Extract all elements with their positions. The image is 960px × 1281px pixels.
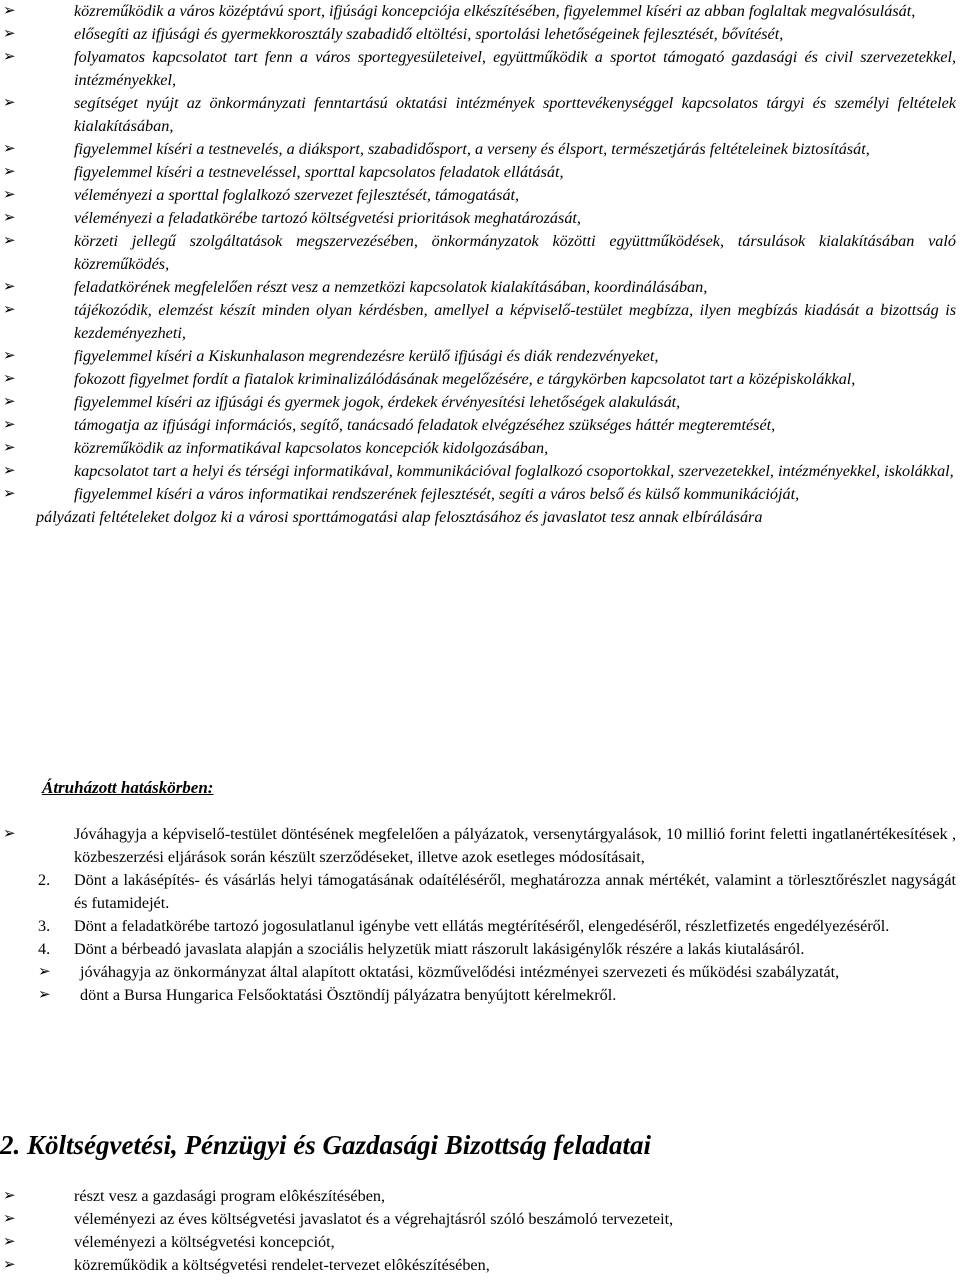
arrow-bullet-icon: ➢ <box>3 1234 16 1250</box>
item-number: 4. <box>38 940 51 958</box>
list-item: 4. Dönt a bérbeadó javaslata alapján a szociális helyzetük miatt rászorult lakásigénylők részére a lakás kiutalásáról. <box>0 938 960 961</box>
budget-committee-section <box>0 1185 960 1277</box>
arrow-bullet-icon: ➢ <box>3 1188 16 1204</box>
arrow-bullet-icon: ➢ <box>38 964 51 980</box>
list-item: ➢ fokozott figyelmet fordít a fiatalok kriminalizálódásának megelőzésére, e tárgykörben kapcsolatot tart a középiskolákkal, <box>0 368 960 391</box>
list-item: ➢ kapcsolatot tart a helyi és térségi informatikával, kommunikációval foglalkozó csoportokkal, szervezetekkel, intézményekkel, iskolákkal, <box>0 460 960 483</box>
list-item: ➢ részt vesz a gazdasági program elôkészítésében, <box>0 1185 960 1208</box>
list-item: ➢ figyelemmel kíséri a testnevelés, a diáksport, szabadidősport, a verseny és élsport, természetjárás feltételeinek biztosítását, <box>0 138 960 161</box>
list-item: ➢ közreműködik a város középtávú sport, ifjúsági koncepciója elkészítésében, figyelemmel kíséri az abban foglaltak megvalósulását, <box>0 0 960 23</box>
list-item: ➢ Jóváhagyja a képviselő-testület döntésének megfelelően a pályázatok, versenytárgyalások, 10 millió forint feletti ingatlanértékesítések , közbeszerzési eljárások során készült szerződéseket, illetve azok esetleges módosításait, <box>3 825 956 866</box>
arrow-bullet-icon: ➢ <box>3 1257 16 1273</box>
list-item: 2. Dönt a lakásépítés- és vásárlás helyi támogatásának odaítéléséről, meghatározza annak mértékét, valamint a törlesztőrészlet nagyságát és futamidejét. <box>38 871 956 912</box>
arrow-bullet-icon: ➢ <box>3 826 16 842</box>
list-item: ➢ feladatkörének megfelelően részt vesz a nemzetközi kapcsolatok kialakításában, koordinálásában, <box>0 276 960 299</box>
list-item: ➢ körzeti jellegű szolgáltatások megszervezésében, önkormányzatok közötti együttműködések, társulások kialakításában való közreműködés, <box>3 232 956 273</box>
list-item: ➢ véleményezi a költségvetési koncepciót, <box>0 1231 960 1254</box>
delegated-powers-subheading: Átruházott hatáskörben: <box>42 778 214 797</box>
list-item: ➢ figyelemmel kíséri a testneveléssel, sporttal kapcsolatos feladatok ellátását, <box>0 161 960 184</box>
arrow-bullet-icon: ➢ <box>3 463 16 479</box>
list-item: ➢ véleményezi az éves költségvetési javaslatot és a végrehajtásról szóló beszámoló tervezeteit, <box>0 1208 960 1231</box>
delegated-powers-subheading-row <box>0 776 960 800</box>
list-item: ➢ elősegíti az ifjúsági és gyermekkorosztály szabadidő eltöltési, sportolási lehetőségeinek fejlesztését, bővítését, <box>0 23 960 46</box>
item-number: 3. <box>38 917 51 935</box>
arrow-bullet-icon: ➢ <box>3 187 16 203</box>
arrow-bullet-icon: ➢ <box>38 987 51 1003</box>
arrow-bullet-icon: ➢ <box>3 164 16 180</box>
delegated-powers-list <box>0 823 960 1007</box>
budget-task-list <box>0 1185 960 1277</box>
arrow-bullet-icon: ➢ <box>3 486 16 502</box>
arrow-bullet-icon: ➢ <box>3 302 16 318</box>
closing-paragraph: pályázati feltételeket dolgoz ki a városi sporttámogatási alap felosztásához és javaslatot tesz annak elbírálására <box>36 508 763 526</box>
list-item: ➢ segítséget nyújt az önkormányzati fenntartású oktatási intézmények sporttevékenységgel kapcsolatos tárgyi és személyi feltételek kialakításában, <box>3 94 956 135</box>
arrow-bullet-icon: ➢ <box>3 95 16 111</box>
list-item: ➢ jóváhagyja az önkormányzat által alapított oktatási, közművelődési intézményei szervezeti és működési szabályzatát, <box>0 961 960 984</box>
arrow-bullet-icon: ➢ <box>3 417 16 433</box>
arrow-bullet-icon: ➢ <box>3 26 16 42</box>
list-item: ➢ dönt a Bursa Hungarica Felsőoktatási Ösztöndíj pályázatra benyújtott kérelmekről. <box>0 984 960 1007</box>
arrow-bullet-icon: ➢ <box>3 279 16 295</box>
arrow-bullet-icon: ➢ <box>3 440 16 456</box>
arrow-bullet-icon: ➢ <box>3 49 16 65</box>
list-item: ➢ figyelemmel kíséri a város informatikai rendszerének fejlesztését, segíti a város belső és külső kommunikációját, <box>0 483 960 506</box>
arrow-bullet-icon: ➢ <box>3 348 16 364</box>
arrow-bullet-icon: ➢ <box>3 371 16 387</box>
item-number: 2. <box>38 871 51 889</box>
list-item: ➢ véleményezi a sporttal foglalkozó szervezet fejlesztését, támogatását, <box>0 184 960 207</box>
delegated-powers-section <box>0 823 960 1007</box>
section-heading: 2. Költségvetési, Pénzügyi és Gazdasági Bizottság feladatai <box>0 1130 651 1160</box>
arrow-bullet-icon: ➢ <box>3 394 16 410</box>
task-list <box>0 0 960 506</box>
list-item: 3. Dönt a feladatkörébe tartozó jogosulatlanul igénybe vett ellátás megtérítéséről, elengedéséről, részletfizetés engedélyezéséről. <box>0 915 960 938</box>
list-item: ➢ figyelemmel kíséri a Kiskunhalason megrendezésre kerülő ifjúsági és diák rendezvényeket, <box>0 345 960 368</box>
section-heading-row <box>0 1128 960 1162</box>
arrow-bullet-icon: ➢ <box>3 210 16 226</box>
list-item: ➢ folyamatos kapcsolatot tart fenn a város sportegyesületeivel, együttműködik a sportot támogató gazdasági és civil szervezetekkel, intézményekkel, <box>3 48 956 89</box>
arrow-bullet-icon: ➢ <box>3 141 16 157</box>
list-item: ➢ véleményezi a feladatkörébe tartozó költségvetési prioritások meghatározását, <box>0 207 960 230</box>
arrow-bullet-icon: ➢ <box>3 1211 16 1227</box>
list-item: ➢ figyelemmel kíséri az ifjúsági és gyermek jogok, érdekek érvényesítési lehetőségek alakulását, <box>0 391 960 414</box>
list-item: ➢ támogatja az ifjúsági információs, segítő, tanácsadó feladatok elvégzéséhez szükséges háttér megteremtését, <box>0 414 960 437</box>
arrow-bullet-icon: ➢ <box>3 233 16 249</box>
list-item: ➢ közreműködik az informatikával kapcsolatos koncepciók kidolgozásában, <box>0 437 960 460</box>
list-item: ➢ közreműködik a költségvetési rendelet-tervezet elôkészítésében, <box>0 1254 960 1277</box>
committee-tasks-section <box>0 0 960 529</box>
list-item: ➢ tájékozódik, elemzést készít minden olyan kérdésben, amellyel a képviselő-testület megbízza, ilyen megbízás kiadását a bizottság is kezdeményezheti, <box>3 301 956 342</box>
arrow-bullet-icon: ➢ <box>3 3 16 19</box>
